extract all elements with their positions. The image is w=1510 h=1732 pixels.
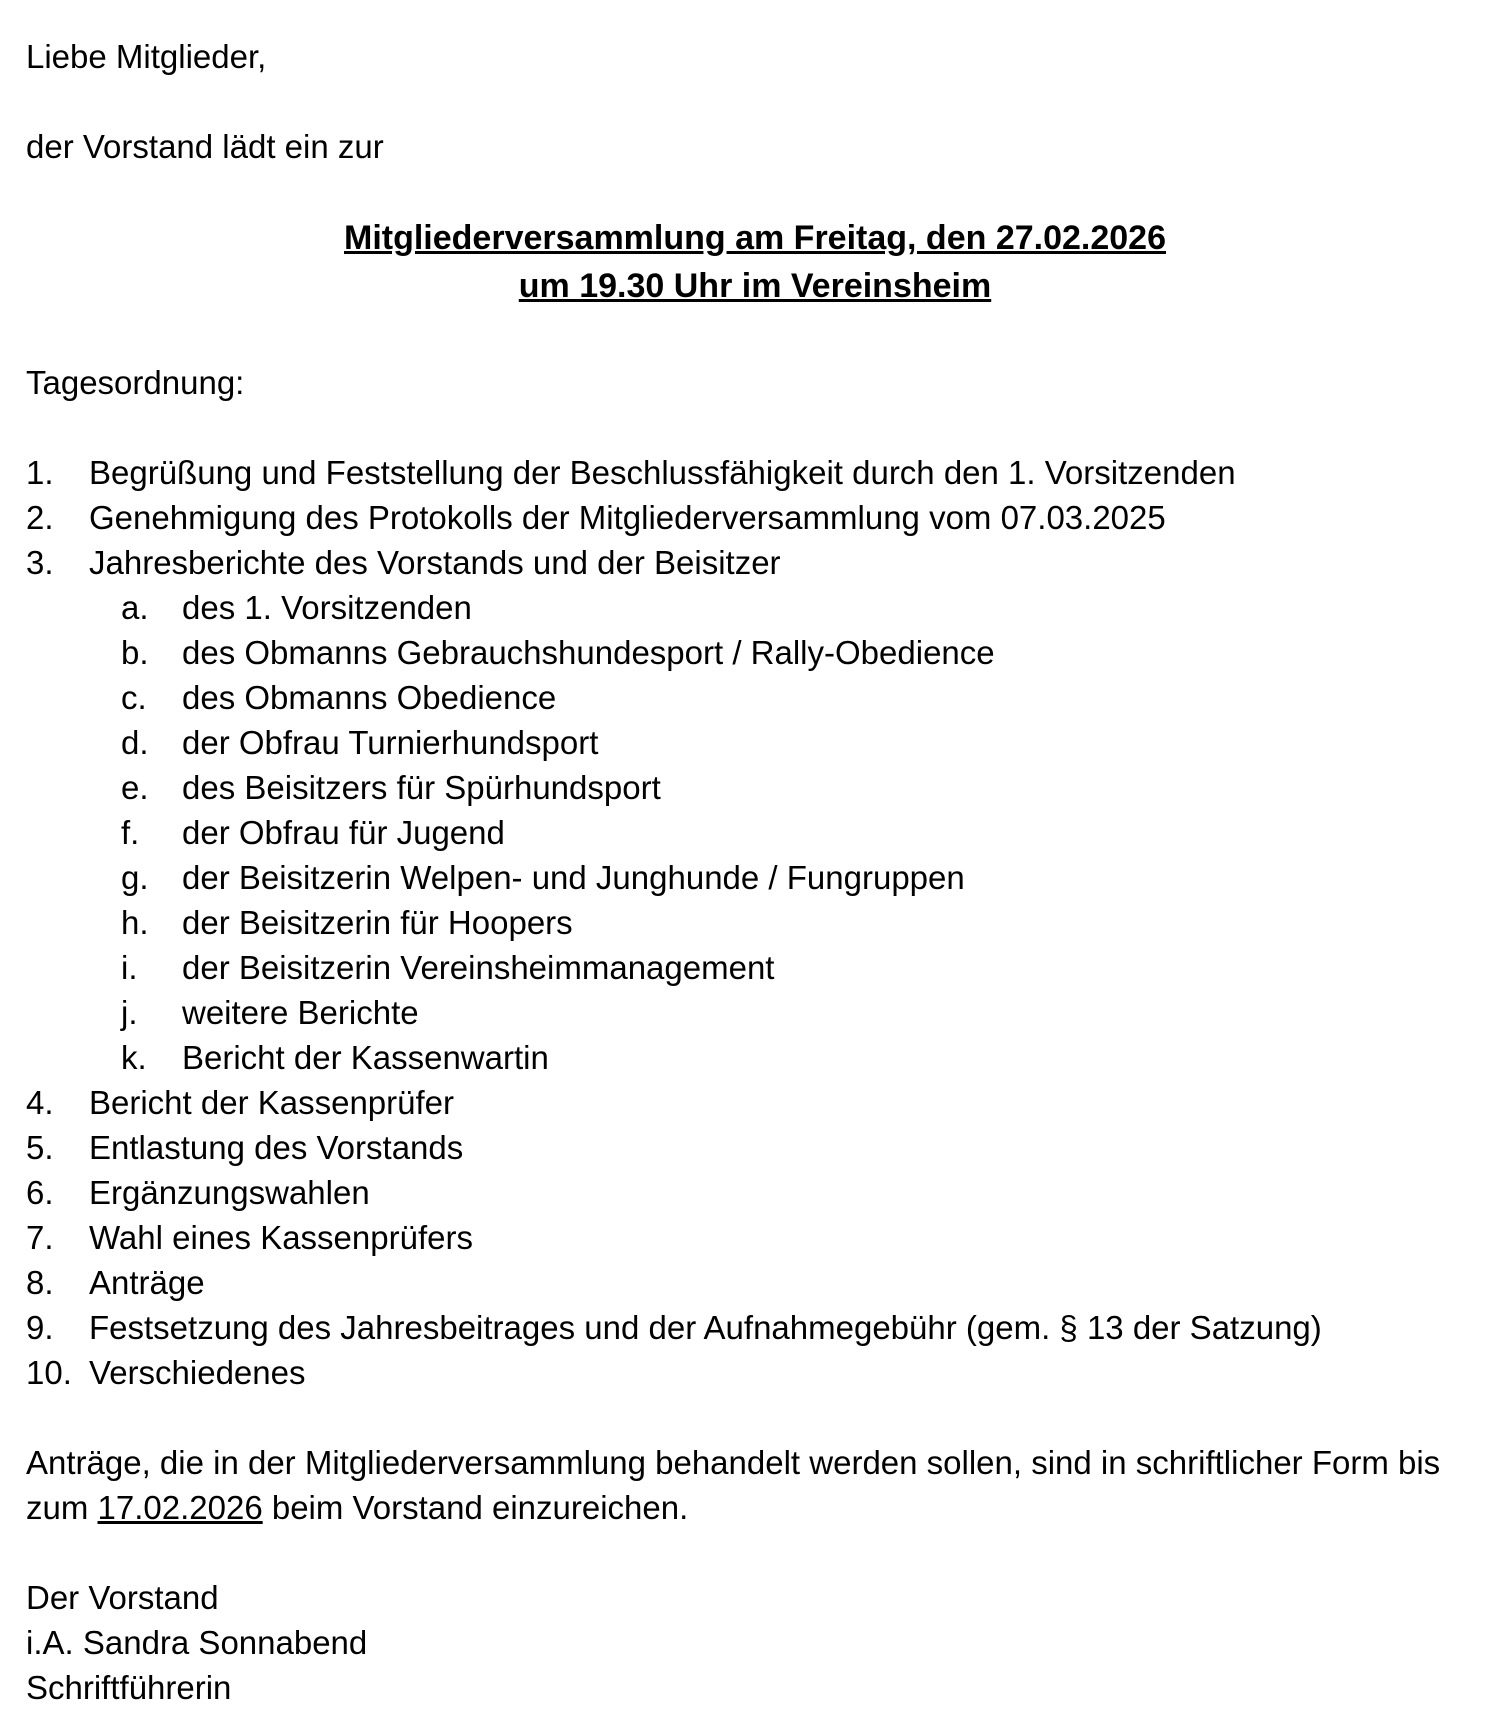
- agenda-subitem-letter: j.: [121, 994, 138, 1031]
- agenda-subitem-text: der Beisitzerin Vereinsheimmanagement: [182, 949, 775, 986]
- agenda-subitem-letter: e.: [121, 769, 149, 806]
- agenda-subitem-letter: i.: [121, 949, 138, 986]
- agenda-item-text: Genehmigung des Protokolls der Mitgliederversammlung vom 07.03.2025: [89, 499, 1166, 536]
- agenda-subitem-text: des Obmanns Obedience: [182, 679, 557, 716]
- agenda-subitem-text: des Obmanns Gebrauchshundesport / Rally-Obedience: [182, 634, 995, 671]
- agenda-subitem-text: der Beisitzerin für Hoopers: [182, 904, 573, 941]
- agenda-item-text: Entlastung des Vorstands: [89, 1129, 464, 1166]
- agenda-subitem-letter: d.: [121, 724, 149, 761]
- agenda-item-text: Festsetzung des Jahresbeitrages und der Aufnahmegebühr (gem. § 13 der Satzung): [89, 1309, 1322, 1346]
- note-suffix: beim Vorstand einzureichen.: [262, 1489, 689, 1526]
- agenda-subitem-text: der Obfrau für Jugend: [182, 814, 505, 851]
- agenda-subitem-text: der Beisitzerin Welpen- und Junghunde / Fungruppen: [182, 859, 965, 896]
- agenda-subitem-letter: h.: [121, 904, 149, 941]
- agenda-subitem-letter: k.: [121, 1039, 147, 1076]
- agenda-item-text: Bericht der Kassenprüfer: [89, 1084, 455, 1121]
- agenda-item-number: 6.: [26, 1174, 54, 1211]
- note-prefix: zum: [26, 1489, 98, 1526]
- agenda-item-text: Begrüßung und Feststellung der Beschlussfähigkeit durch den 1. Vorsitzenden: [89, 454, 1236, 491]
- agenda-subitem-letter: f.: [121, 814, 140, 851]
- submission-note-line1: Anträge, die in der Mitgliederversammlung behandelt werden sollen, sind in schriftlicher Form bis: [26, 1444, 1441, 1481]
- agenda-subitem-text: weitere Berichte: [182, 994, 419, 1031]
- agenda-item-text: Ergänzungswahlen: [89, 1174, 370, 1211]
- agenda-subitem-text: des Beisitzers für Spürhundsport: [182, 769, 661, 806]
- agenda-subitem-letter: g.: [121, 859, 149, 896]
- signature-role: Schriftführerin: [26, 1669, 232, 1706]
- signature-name: i.A. Sandra Sonnabend: [26, 1624, 368, 1661]
- agenda-item-number: 7.: [26, 1219, 54, 1256]
- agenda-subitem-text: der Obfrau Turnierhundsport: [182, 724, 599, 761]
- agenda-subitem-letter: a.: [121, 589, 149, 626]
- agenda-subitem-letter: b.: [121, 634, 149, 671]
- agenda-item-number: 2.: [26, 499, 54, 536]
- signature-board: Der Vorstand: [26, 1579, 219, 1616]
- agenda-subitem-text: Bericht der Kassenwartin: [182, 1039, 549, 1076]
- agenda-item-number: 9.: [26, 1309, 54, 1346]
- agenda-item-number: 8.: [26, 1264, 54, 1301]
- agenda-item-text: Jahresberichte des Vorstands und der Beisitzer: [89, 544, 781, 581]
- agenda-item-number: 10.: [26, 1354, 72, 1391]
- submission-note-line2: [26, 1488, 688, 1528]
- agenda-subitem-text: des 1. Vorsitzenden: [182, 589, 472, 626]
- meeting-title-line2: um 19.30 Uhr im Vereinsheim: [518, 267, 992, 305]
- agenda-item-text: Wahl eines Kassenprüfers: [89, 1219, 473, 1256]
- agenda-item-text: Anträge: [89, 1264, 205, 1301]
- intro-text: der Vorstand lädt ein zur: [26, 128, 384, 165]
- meeting-title-line1: Mitgliederversammlung am Freitag, den 27.02.2026: [344, 219, 1166, 257]
- agenda-item-text: Verschiedenes: [89, 1354, 306, 1391]
- agenda-item-number: 4.: [26, 1084, 54, 1121]
- agenda-item-number: 5.: [26, 1129, 54, 1166]
- submission-deadline: 17.02.2026: [97, 1489, 263, 1526]
- salutation: Liebe Mitglieder,: [26, 38, 267, 75]
- agenda-item-number: 1.: [26, 454, 54, 491]
- agenda-heading: Tagesordnung:: [26, 364, 245, 401]
- agenda-item-number: 3.: [26, 544, 54, 581]
- agenda-subitem-letter: c.: [121, 679, 147, 716]
